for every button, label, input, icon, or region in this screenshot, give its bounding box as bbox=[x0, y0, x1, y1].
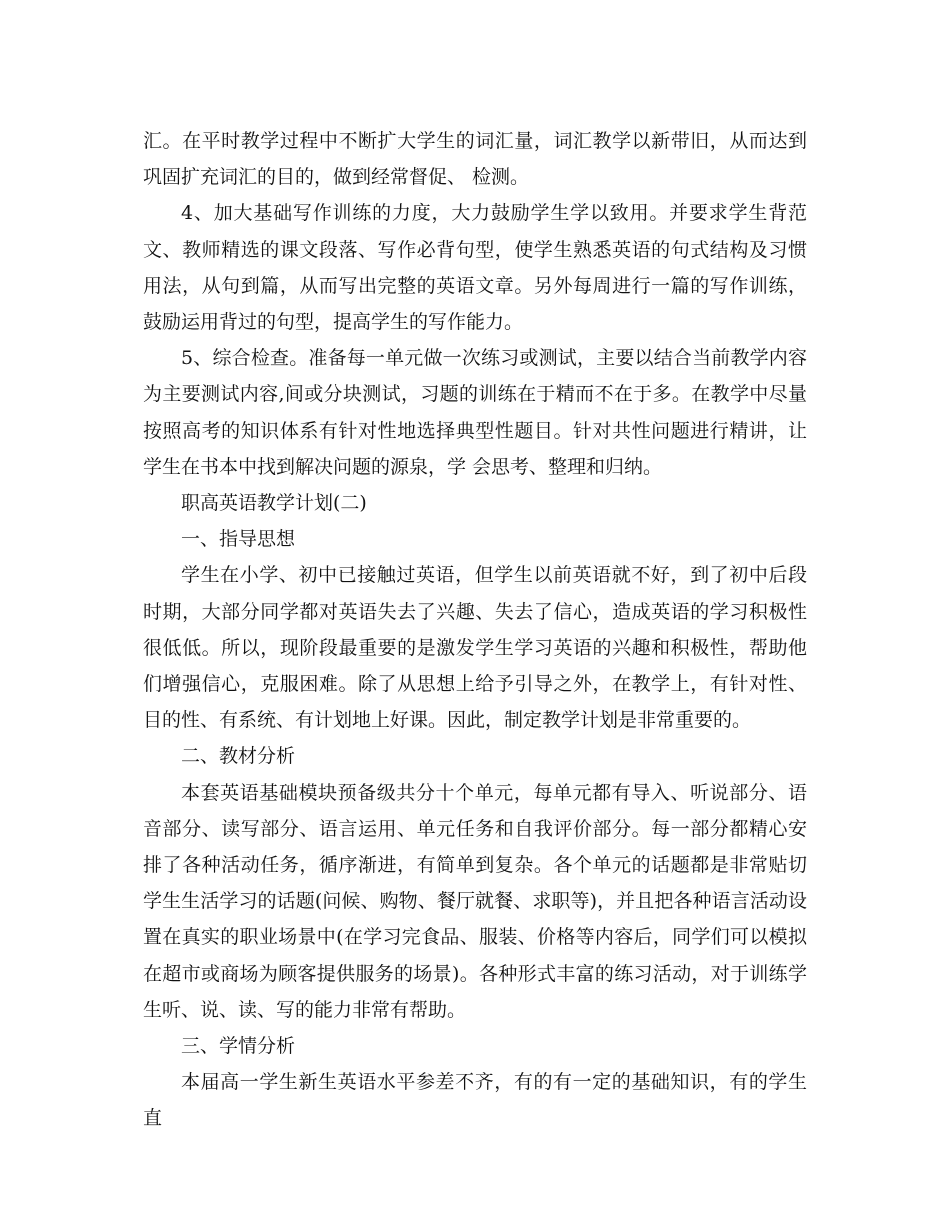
heading-guiding-thought: 一、指导思想 bbox=[181, 528, 296, 551]
heading-student-analysis: 三、学情分析 bbox=[181, 1035, 296, 1058]
paragraph-vocabulary: 汇。在平时教学过程中不断扩大学生的词汇量，词汇教学以新带旧，从而达到巩固扩充词汇的目的，做到经常督促、 检测。 bbox=[143, 130, 807, 189]
paragraph-comprehensive-check: 5、综合检查。准备每一单元做一次练习或测试，主要以结合当前教学内容为主要测试内容,间或分块测试，习题的训练在于精而不在于多。在教学中尽量按照高考的知识体系有针对性地选择典型性题目。针对共性问题进行精讲，让学生在书本中找到解决问题的源泉，学 会思考、整理和归纳。 bbox=[143, 347, 807, 478]
heading-textbook-analysis: 二、教材分析 bbox=[181, 745, 296, 768]
document-body bbox=[143, 123, 807, 1137]
paragraph-guiding-thought: 学生在小学、初中已接触过英语，但学生以前英语就不好，到了初中后段时期，大部分同学都对英语失去了兴趣、失去了信心，造成英语的学习积极性很低低。所以，现阶段最重要的是激发学生学习英语的兴趣和积极性，帮助他们增强信心，克服困难。除了从思想上给予引导之外，在教学上，有针对性、目的性、有系统、有计划地上好课。因此，制定教学计划是非常重要的。 bbox=[143, 564, 807, 732]
section-title-plan-two: 职高英语教学计划(二) bbox=[181, 492, 367, 515]
paragraph-student-analysis: 本届高一学生新生英语水平参差不齐，有的有一定的基础知识，有的学生直 bbox=[143, 1071, 807, 1130]
paragraph-textbook-analysis: 本套英语基础模块预备级共分十个单元，每单元都有导入、听说部分、语音部分、读写部分、语言运用、单元任务和自我评价部分。每一部分都精心安排了各种活动任务，循序渐进，有简单到复杂。各个单元的话题都是非常贴切学生生活学习的话题(问候、购物、餐厅就餐、求职等)，并且把各种语言活动设置在真实的职业场景中(在学习完食品、服装、价格等内容后，同学们可以模拟在超市或商场为顾客提供服务的场景)。各种形式丰富的练习活动，对于训练学生听、说、读、写的能力非常有帮助。 bbox=[143, 781, 807, 1021]
paragraph-writing-training: 4、加大基础写作训练的力度，大力鼓励学生学以致用。并要求学生背范文、教师精选的课文段落、写作必背句型，使学生熟悉英语的句式结构及习惯用法，从句到篇，从而写出完整的英语文章。另外每周进行一篇的写作训练，鼓励运用背过的句型，提高学生的写作能力。 bbox=[143, 202, 807, 334]
